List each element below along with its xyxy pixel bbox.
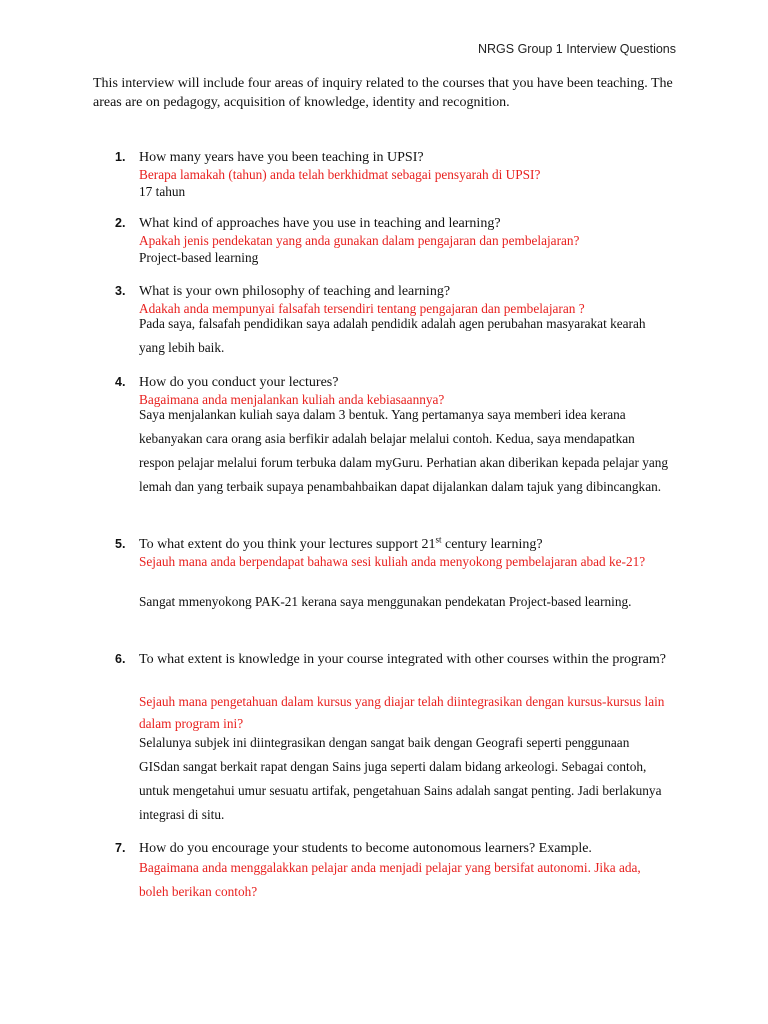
question-malay: Berapa lamakah (tahun) anda telah berkhidmat sebagai pensyarah di UPSI? — [139, 167, 541, 182]
question-number: 7. — [115, 841, 126, 855]
question-number: 2. — [115, 216, 126, 230]
answer-text: Selalunya subjek ini diintegrasikan dengan sangat baik dengan Geografi seperti penggunaan GISdan sangat berkait rapat dengan Sains juga seperti dalam bidang arkeologi. Sebagai contoh, untuk mengetahui umur sesuatu artifak, pengetahuan Sains adalah sangat penting. Jadi berlakunya integrasi di situ. — [139, 735, 662, 822]
question-english-part: century learning? — [441, 537, 543, 552]
question-english: How many years have you been teaching in UPSI? — [139, 150, 424, 165]
answer-text: 17 tahun — [139, 184, 186, 199]
answer-text: Pada saya, falsafah pendidikan saya adalah pendidik adalah agen perubahan masyarakat kearah yang lebih baik. — [139, 316, 646, 355]
answer-text: Sangat mmenyokong PAK-21 kerana saya menggunakan pendekatan Project-based learning. — [139, 594, 632, 609]
question-number: 4. — [115, 375, 126, 389]
question-number: 3. — [115, 284, 126, 298]
page-header: NRGS Group 1 Interview Questions — [478, 42, 676, 56]
question-number: 6. — [115, 652, 126, 666]
question-english: What is your own philosophy of teaching and learning? — [139, 284, 451, 299]
answer-text: Saya menjalankan kuliah saya dalam 3 bentuk. Yang pertamanya saya memberi idea kerana kebanyakan cara orang asia berfikir adalah belajar melalui contoh. Kedua, saya mendapatkan respon pelajar melalui forum terbuka dalam myGuru. Perhatian akan diberikan kepada pelajar yang lemah dan yang terbaik supaya penambahbaikan dapat dijalankan dalam tajuk yang dibincangkan. — [139, 407, 669, 494]
answer-text: Project-based learning — [139, 250, 259, 265]
question-english: How do you encourage your students to become autonomous learners? Example. — [139, 841, 592, 856]
question-english: To what extent is knowledge in your course integrated with other courses within the program? — [139, 652, 666, 667]
question-malay: Sejauh mana anda berpendapat bahawa sesi kuliah anda menyokong pembelajaran abad ke-21? — [139, 554, 646, 569]
question-english: What kind of approaches have you use in teaching and learning? — [139, 216, 501, 231]
question-malay: Sejauh mana pengetahuan dalam kursus yang diajar telah diintegrasikan dengan kursus-kursus lain dalam program ini? — [139, 694, 665, 731]
question-malay: Adakah anda mempunyai falsafah tersendiri tentang pengajaran dan pembelajaran ? — [139, 301, 585, 316]
question-malay: Apakah jenis pendekatan yang anda gunakan dalam pengajaran dan pembelajaran? — [139, 233, 580, 248]
question-malay: Bagaimana anda menjalankan kuliah anda kebiasaannya? — [139, 392, 445, 407]
ordinal-suffix: st — [435, 534, 442, 545]
question-malay: Bagaimana anda menggalakkan pelajar anda menjadi pelajar yang bersifat autonomi. Jika ada, boleh berikan contoh? — [139, 860, 641, 899]
intro-paragraph: This interview will include four areas of inquiry related to the courses that you have been teaching. The areas are on pedagogy, acquisition of knowledge, identity and recognition. — [93, 76, 673, 110]
question-number: 5. — [115, 537, 126, 551]
question-english: How do you conduct your lectures? — [139, 375, 339, 390]
question-english-part: To what extent do you think your lectures support 21 — [139, 537, 436, 552]
question-number: 1. — [115, 150, 126, 164]
